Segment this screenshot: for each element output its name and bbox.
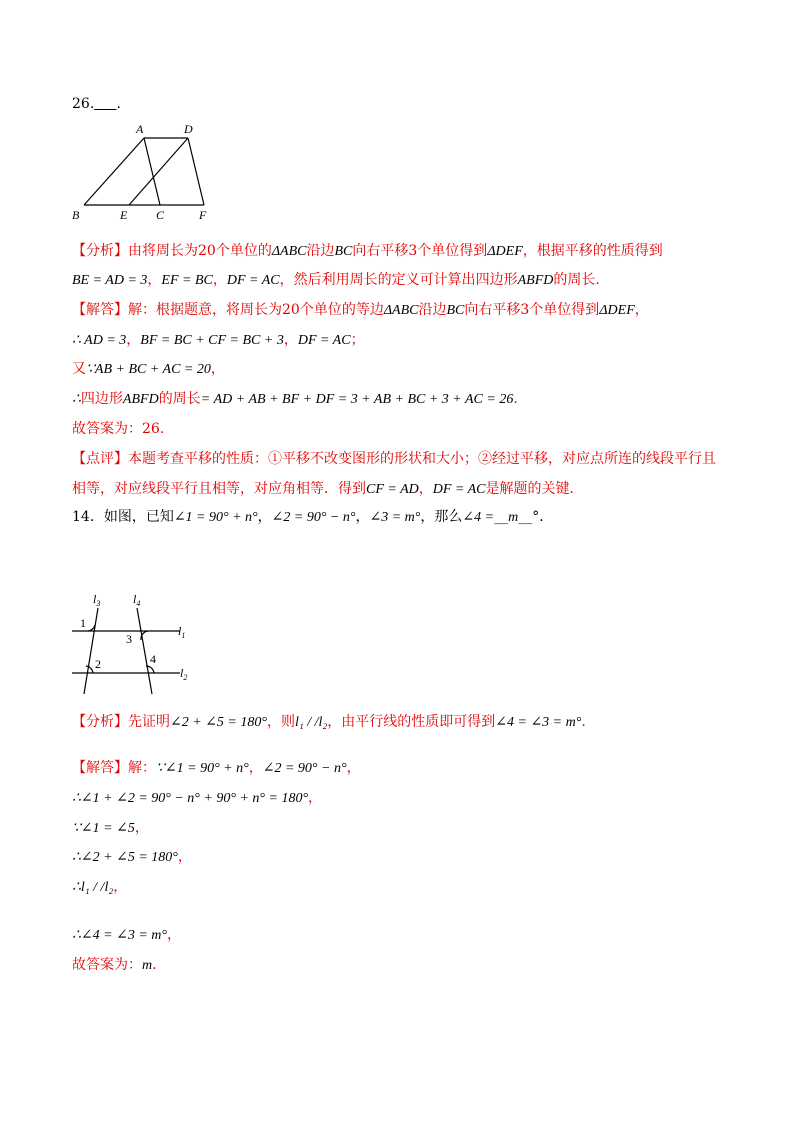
answer-value: m (142, 958, 153, 973)
label-E: E (120, 208, 128, 222)
solution-text: 向右平移3个单位得到 (464, 302, 600, 318)
stem-text: °． (532, 509, 554, 525)
solution-text: 又 (72, 361, 86, 377)
math-df-eq: DF = AC (297, 333, 351, 348)
q14-answer (72, 955, 166, 976)
q14-solution-line-1 (72, 758, 361, 779)
label-D: D (184, 122, 193, 136)
line-l3 (84, 608, 98, 694)
analysis-text: ，则 (266, 714, 295, 730)
label-l2: $l_2$ (180, 666, 188, 682)
punct: ， (126, 332, 141, 348)
punct: ， (134, 820, 149, 836)
q14-analysis (72, 712, 586, 733)
math-perimeter-calc: = AD + AB + BF + DF = 3 + AB + BC + 3 + AC = 26 (200, 392, 514, 407)
punct: . (581, 714, 586, 730)
q26-analysis-line-2 (72, 270, 600, 291)
answer-blank (94, 96, 116, 112)
line-l4 (137, 608, 152, 694)
solution-text: 解：根据题意，将周长为20个单位的等边 (128, 302, 384, 318)
solution-text: 四边形 (80, 391, 123, 407)
math-angle-sum: ∴∠2 + ∠5 = 180° (72, 850, 178, 865)
label-B: B (72, 208, 80, 222)
stem-text: 14．如图，已知 (72, 509, 174, 525)
label-l1: $l_1$ (178, 624, 186, 640)
answer-blank-right: __ (518, 509, 533, 525)
analysis-text: 向右平移3个单位得到 (352, 243, 488, 259)
math-cf-eq: CF = AD (366, 482, 419, 497)
analysis-text: 由将周长为20个单位的 (128, 243, 272, 259)
analysis-text: 沿边 (306, 243, 335, 259)
analysis-tag: 【分析】 (72, 243, 128, 259)
q14-stem (72, 507, 553, 528)
punct: ， (166, 927, 181, 943)
solution-tag: 【解答】 (72, 302, 128, 318)
math-triangle-abc: ΔABC (383, 303, 419, 318)
punct: ， (257, 509, 272, 525)
math-angle1-eq-5: ∵∠1 = ∠5 (72, 821, 135, 836)
punct: ， (177, 849, 192, 865)
math-perimeter-eq: ∵AB + BC + AC = 20 (86, 362, 211, 377)
segment-AC (144, 138, 160, 205)
q26-step-3 (72, 359, 225, 380)
stem-text: ，那么 (420, 509, 463, 525)
comment-text: 本题考查平移的性质：①平移不改变图形的形状和大小；②经过平移，对应点所连的线段平行且 (128, 451, 716, 467)
answer-blank-left: __ (494, 509, 509, 525)
segment-ED (129, 138, 188, 205)
math-parallel: ∴l₁ / /l₂ (72, 880, 114, 895)
punct: ； (350, 332, 365, 348)
q14-step-2 (72, 788, 322, 809)
label-l3: $l_3$ (93, 592, 101, 608)
math-therefore: ∴ (72, 392, 81, 407)
q14-figure (68, 590, 208, 698)
q26-comment-line-2 (72, 479, 574, 500)
math-angle1: ∵∠1 = 90° + n° (156, 761, 249, 776)
analysis-text: ，然后利用周长的定义可计算出四边形 (279, 272, 518, 288)
punct: ， (283, 332, 298, 348)
math-triangle-def: ΔDEF (599, 303, 635, 318)
analysis-text: ，由平行线的性质即可得到 (327, 714, 496, 730)
math-angle4-eq: ∠4 = ∠3 = m° (495, 715, 582, 730)
q14-step-4 (72, 847, 192, 868)
math-angle4-eq: ∴∠4 = ∠3 = m° (72, 928, 167, 943)
answer-text: 故答案为： (72, 957, 142, 973)
punct: ， (210, 361, 225, 377)
label-F: F (199, 208, 207, 222)
segment-DF (188, 138, 204, 205)
solution-tag: 【解答】 (72, 760, 128, 776)
q26-step-2 (72, 330, 365, 351)
q26-comment-line-1 (72, 449, 716, 469)
solution-text: 的周长 (158, 391, 201, 407)
label-A: A (136, 122, 144, 136)
analysis-tag: 【分析】 (72, 714, 128, 730)
math-triangle-def: ΔDEF (487, 244, 523, 259)
label-angle-4: 4 (150, 652, 156, 666)
math-df-eq: DF = AC (432, 482, 486, 497)
analysis-text: ，根据平移的性质得到 (522, 243, 663, 259)
analysis-text: 先证明 (128, 714, 170, 730)
math-abfd: ABFD (517, 273, 554, 288)
math-angle1: ∠1 = 90° + n° (173, 510, 258, 525)
punct: . (513, 391, 518, 407)
math-be-eq: BE = AD = 3 (72, 273, 148, 288)
q26-analysis-line-1 (72, 241, 663, 262)
math-abfd: ABFD (122, 392, 159, 407)
label-C: C (156, 208, 165, 222)
punct: ， (346, 760, 361, 776)
punct: ， (248, 760, 263, 776)
q26-answer: 故答案为：26. (72, 421, 165, 437)
question-number: 26. (72, 96, 95, 112)
math-df-eq: DF = AC (226, 273, 280, 288)
comment-text: 是解题的关键. (485, 481, 574, 497)
heading-period: . (116, 96, 121, 112)
math-sum-calc: ∴∠1 + ∠2 = 90° − n° + 90° + n° = 180° (72, 791, 309, 806)
label-l4: $l_4$ (133, 592, 141, 608)
analysis-text: 的周长. (553, 272, 600, 288)
q26-step-4 (72, 389, 518, 410)
label-angle-1: 1 (80, 616, 86, 630)
punct: ， (308, 790, 323, 806)
q26-solution-line-1 (72, 300, 649, 321)
q26-heading (72, 94, 121, 114)
solution-text: 解： (128, 760, 156, 776)
punct: ， (634, 302, 649, 318)
comment-tag: 【点评】 (72, 451, 128, 467)
label-angle-2: 2 (95, 657, 101, 671)
punct: ， (418, 481, 433, 497)
math-angle3: ∠3 = m° (369, 510, 421, 525)
math-bc: BC (334, 244, 353, 259)
q14-step-6 (72, 925, 181, 946)
punct: ， (355, 509, 370, 525)
punct: ． (152, 957, 167, 973)
math-bf-eq: BF = BC + CF = BC + 3 (140, 333, 284, 348)
q14-step-3 (72, 818, 149, 839)
comment-text: 相等，对应线段平行且相等，对应角相等．得到 (72, 481, 366, 497)
punct: ， (113, 879, 128, 895)
q14-step-5 (72, 877, 127, 898)
math-angle4: ∠4 = (462, 510, 495, 525)
math-angle-sum: ∠2 + ∠5 = 180° (170, 715, 267, 730)
math-angle2: ∠2 = 90° − n° (262, 761, 347, 776)
segment-BA (84, 138, 144, 205)
math-ef-eq: EF = BC (161, 273, 213, 288)
q26-figure (68, 120, 218, 224)
math-parallel: l₁ / /l₂ (294, 715, 328, 730)
math-angle2: ∠2 = 90° − n° (271, 510, 356, 525)
punct: ， (212, 272, 227, 288)
punct: ， (147, 272, 162, 288)
math-triangle-abc: ΔABC (271, 244, 307, 259)
label-angle-3: 3 (126, 632, 132, 646)
answer-value: m (508, 510, 519, 525)
math-bc: BC (446, 303, 465, 318)
math-ad-eq: ∴ AD = 3 (72, 333, 127, 348)
solution-text: 沿边 (418, 302, 447, 318)
